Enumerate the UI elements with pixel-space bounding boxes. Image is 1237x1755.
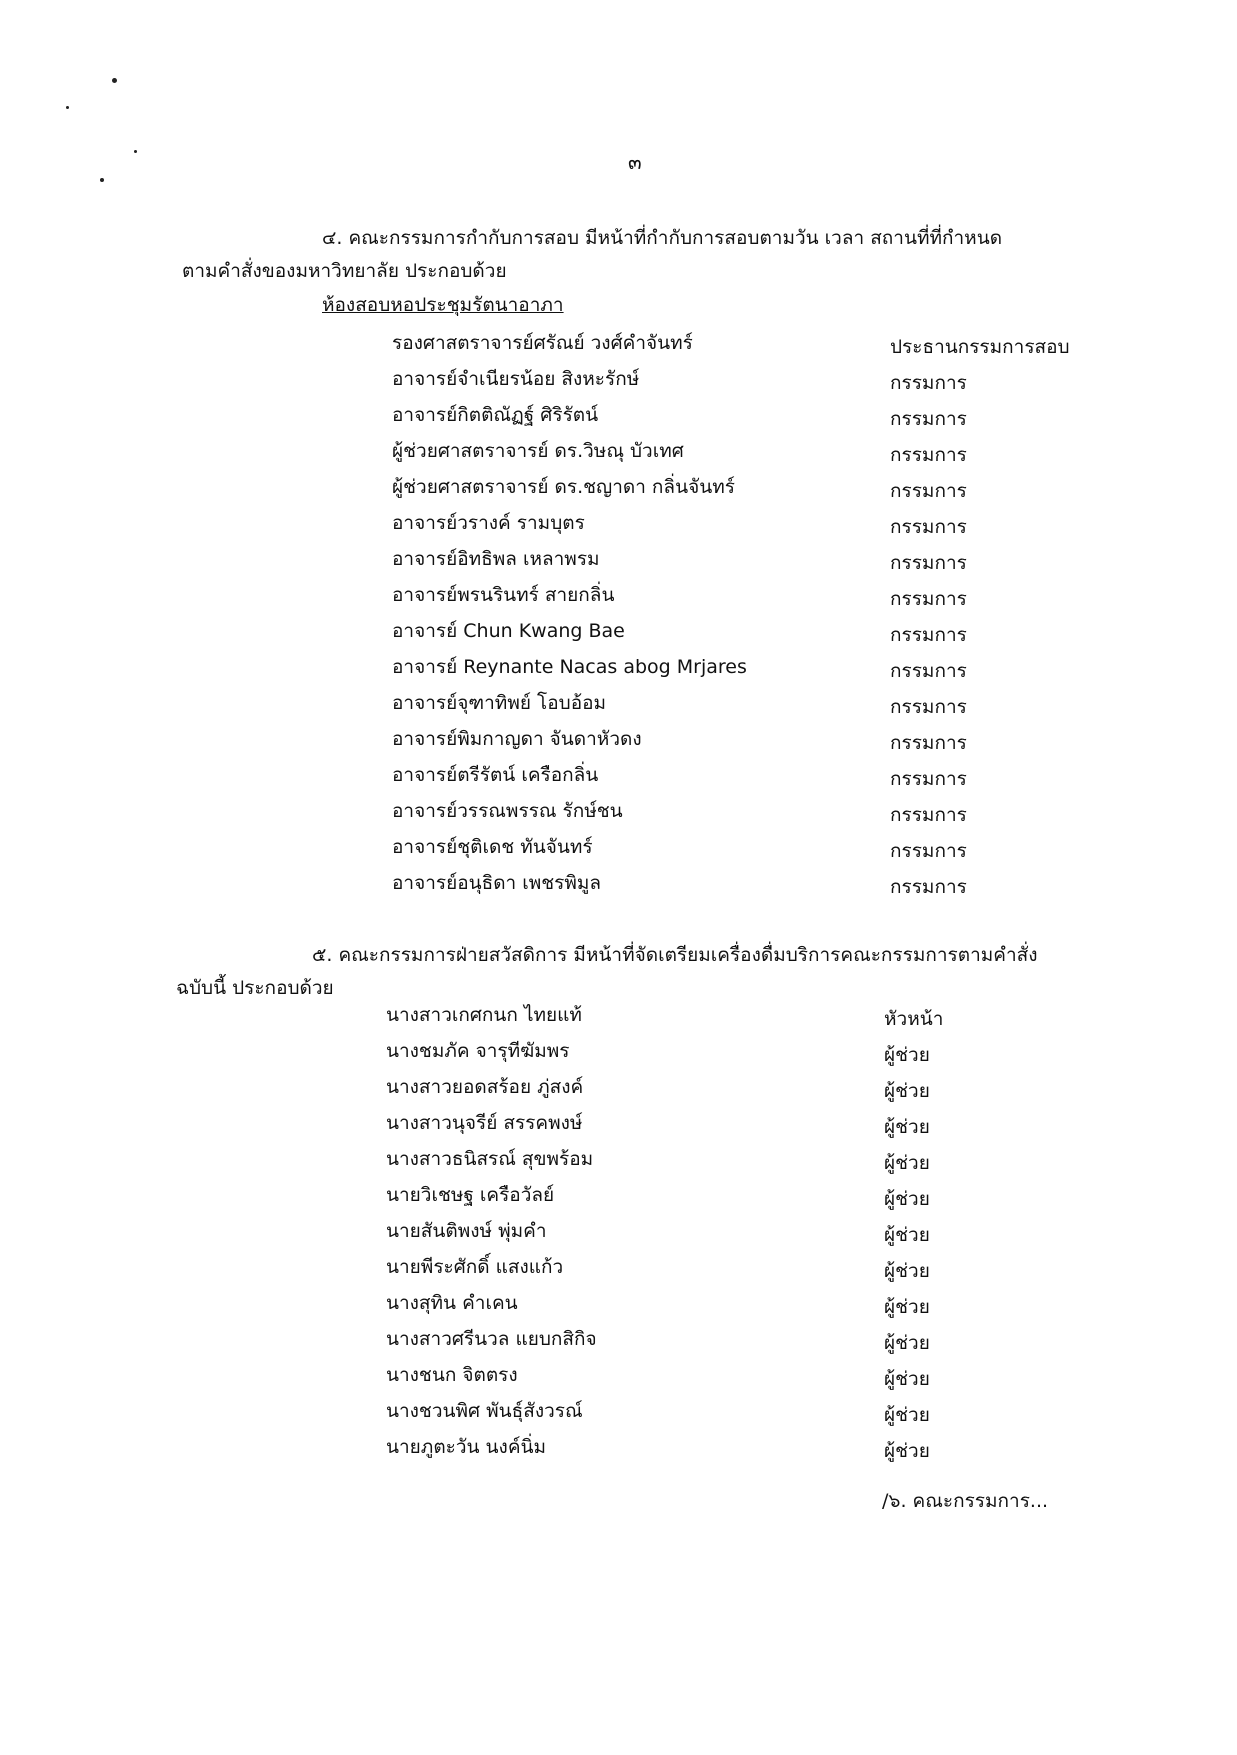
- scan-speck: [134, 150, 137, 153]
- member-row: [392, 436, 1197, 466]
- member-role: กรรมการ: [890, 732, 967, 754]
- member-row: [386, 1396, 1197, 1426]
- member-row: [386, 1036, 1197, 1066]
- member-role: ผู้ช่วย: [884, 1440, 930, 1462]
- member-name: อาจารย์กิตติณัฏฐ์ ศิริรัตน์: [392, 404, 599, 426]
- member-row: [392, 472, 1197, 502]
- member-role: ผู้ช่วย: [884, 1368, 930, 1390]
- section5-line2: ฉบับนี้ ประกอบด้วย: [176, 977, 334, 999]
- member-role: กรรมการ: [890, 660, 967, 682]
- member-name: นางสาวศรีนวล แยบกสิกิจ: [386, 1328, 597, 1350]
- member-row: [386, 1360, 1197, 1390]
- member-row: [392, 580, 1197, 610]
- member-name: นายพีระศักดิ์ แสงแก้ว: [386, 1256, 564, 1278]
- member-role: กรรมการ: [890, 588, 967, 610]
- member-row: [392, 652, 1197, 682]
- member-name: อาจารย์อนุธิดา เพชรพิมูล: [392, 872, 602, 894]
- member-name: รองศาสตราจารย์ศรัณย์ วงศ์คำจันทร์: [392, 332, 693, 354]
- member-role: ผู้ช่วย: [884, 1260, 930, 1282]
- member-name: อาจารย์พิมกาญดา จันดาหัวดง: [392, 728, 642, 750]
- member-role: ผู้ช่วย: [884, 1296, 930, 1318]
- member-role: ผู้ช่วย: [884, 1224, 930, 1246]
- member-row: [386, 1072, 1197, 1102]
- member-name: นายภูตะวัน นงค์นิ่ม: [386, 1436, 547, 1458]
- member-row: [392, 508, 1197, 538]
- member-row: [386, 1288, 1197, 1318]
- section5-line1: ๕. คณะกรรมการฝ่ายสวัสดิการ มีหน้าที่จัดเตรียมเครื่องดื่มบริการคณะกรรมการตามคำสั่ง: [312, 944, 1038, 966]
- member-row: [386, 1216, 1197, 1246]
- member-name: นายสันติพงษ์ พุ่มคำ: [386, 1220, 547, 1242]
- member-name: ผู้ช่วยศาสตราจารย์ ดร.วิษณุ บัวเทศ: [392, 440, 684, 462]
- member-row: [392, 400, 1197, 430]
- member-name: นางสุทิน คำเคน: [386, 1292, 518, 1314]
- member-role: กรรมการ: [890, 552, 967, 574]
- member-name: อาจารย์ Reynante Nacas abog Mrjares: [392, 656, 747, 678]
- member-role: หัวหน้า: [884, 1008, 944, 1030]
- member-row: [386, 1252, 1197, 1282]
- member-row: [392, 616, 1197, 646]
- member-row: [392, 868, 1197, 898]
- member-role: ผู้ช่วย: [884, 1080, 930, 1102]
- member-row: [392, 544, 1197, 574]
- member-role: ผู้ช่วย: [884, 1152, 930, 1174]
- member-role: กรรมการ: [890, 804, 967, 826]
- member-name: นางสาวเกศกนก ไทยแท้: [386, 1004, 582, 1026]
- member-name: นายวิเชษฐ เครือวัลย์: [386, 1184, 555, 1206]
- member-row: [392, 328, 1197, 358]
- member-name: อาจารย์ Chun Kwang Bae: [392, 620, 625, 642]
- member-row: [386, 1432, 1197, 1462]
- member-name: อาจารย์วรางค์ รามบุตร: [392, 512, 585, 534]
- member-row: [392, 796, 1197, 826]
- member-row: [392, 760, 1197, 790]
- member-role: กรรมการ: [890, 516, 967, 538]
- member-role: กรรมการ: [890, 696, 967, 718]
- scan-speck: [112, 78, 117, 83]
- member-name: อาจารย์ตรีรัตน์ เครือกลิ่น: [392, 764, 599, 786]
- member-role: กรรมการ: [890, 840, 967, 862]
- next-page-marker: /๖. คณะกรรมการ...: [882, 1490, 1049, 1512]
- member-row: [392, 364, 1197, 394]
- member-row: [386, 1324, 1197, 1354]
- section4-room-heading: ห้องสอบหอประชุมรัตนาอาภา: [322, 294, 564, 316]
- member-role: กรรมการ: [890, 372, 967, 394]
- member-row: [392, 832, 1197, 862]
- section4-line2: ตามคำสั่งของมหาวิทยาลัย ประกอบด้วย: [182, 260, 507, 282]
- member-role: กรรมการ: [890, 480, 967, 502]
- member-role: ผู้ช่วย: [884, 1188, 930, 1210]
- member-role: กรรมการ: [890, 408, 967, 430]
- member-row: [386, 1144, 1197, 1174]
- member-name: นางชนก จิตตรง: [386, 1364, 518, 1386]
- member-row: [386, 1108, 1197, 1138]
- member-role: กรรมการ: [890, 444, 967, 466]
- member-role: กรรมการ: [890, 624, 967, 646]
- member-name: อาจารย์อิทธิพล เหลาพรม: [392, 548, 600, 570]
- member-name: อาจารย์วรรณพรรณ รักษ์ชน: [392, 800, 623, 822]
- member-name: นางสาวนุจรีย์ สรรคพงษ์: [386, 1112, 583, 1134]
- member-role: ผู้ช่วย: [884, 1332, 930, 1354]
- member-role: กรรมการ: [890, 768, 967, 790]
- member-row: [392, 724, 1197, 754]
- member-name: อาจารย์ชุติเดช ทันจันทร์: [392, 836, 593, 858]
- member-role: ประธานกรรมการสอบ: [890, 336, 1070, 358]
- member-role: ผู้ช่วย: [884, 1116, 930, 1138]
- member-role: ผู้ช่วย: [884, 1044, 930, 1066]
- scan-speck: [100, 178, 104, 182]
- member-name: ผู้ช่วยศาสตราจารย์ ดร.ชญาดา กลิ่นจันทร์: [392, 476, 735, 498]
- member-row: [386, 1180, 1197, 1210]
- page-number: ๓: [628, 150, 642, 174]
- member-name: นางสาวยอดสร้อย ภู่สงค์: [386, 1076, 584, 1098]
- section4-line1: ๔. คณะกรรมการกำกับการสอบ มีหน้าที่กำกับการสอบตามวัน เวลา สถานที่ที่กำหนด: [322, 227, 1003, 249]
- member-name: นางชวนพิศ พันธุ์สังวรณ์: [386, 1400, 583, 1422]
- scan-speck: [66, 106, 69, 109]
- member-row: [386, 1000, 1197, 1030]
- member-name: อาจารย์จุฑาทิพย์ โอบอ้อม: [392, 692, 607, 714]
- member-role: กรรมการ: [890, 876, 967, 898]
- member-row: [392, 688, 1197, 718]
- member-name: อาจารย์พรนรินทร์ สายกลิ่น: [392, 584, 615, 606]
- member-name: นางชมภัค จารุทีฆัมพร: [386, 1040, 570, 1062]
- member-role: ผู้ช่วย: [884, 1404, 930, 1426]
- member-name: อาจารย์จำเนียรน้อย สิงหะรักษ์: [392, 368, 640, 390]
- member-name: นางสาวธนิสรณ์ สุขพร้อม: [386, 1148, 594, 1170]
